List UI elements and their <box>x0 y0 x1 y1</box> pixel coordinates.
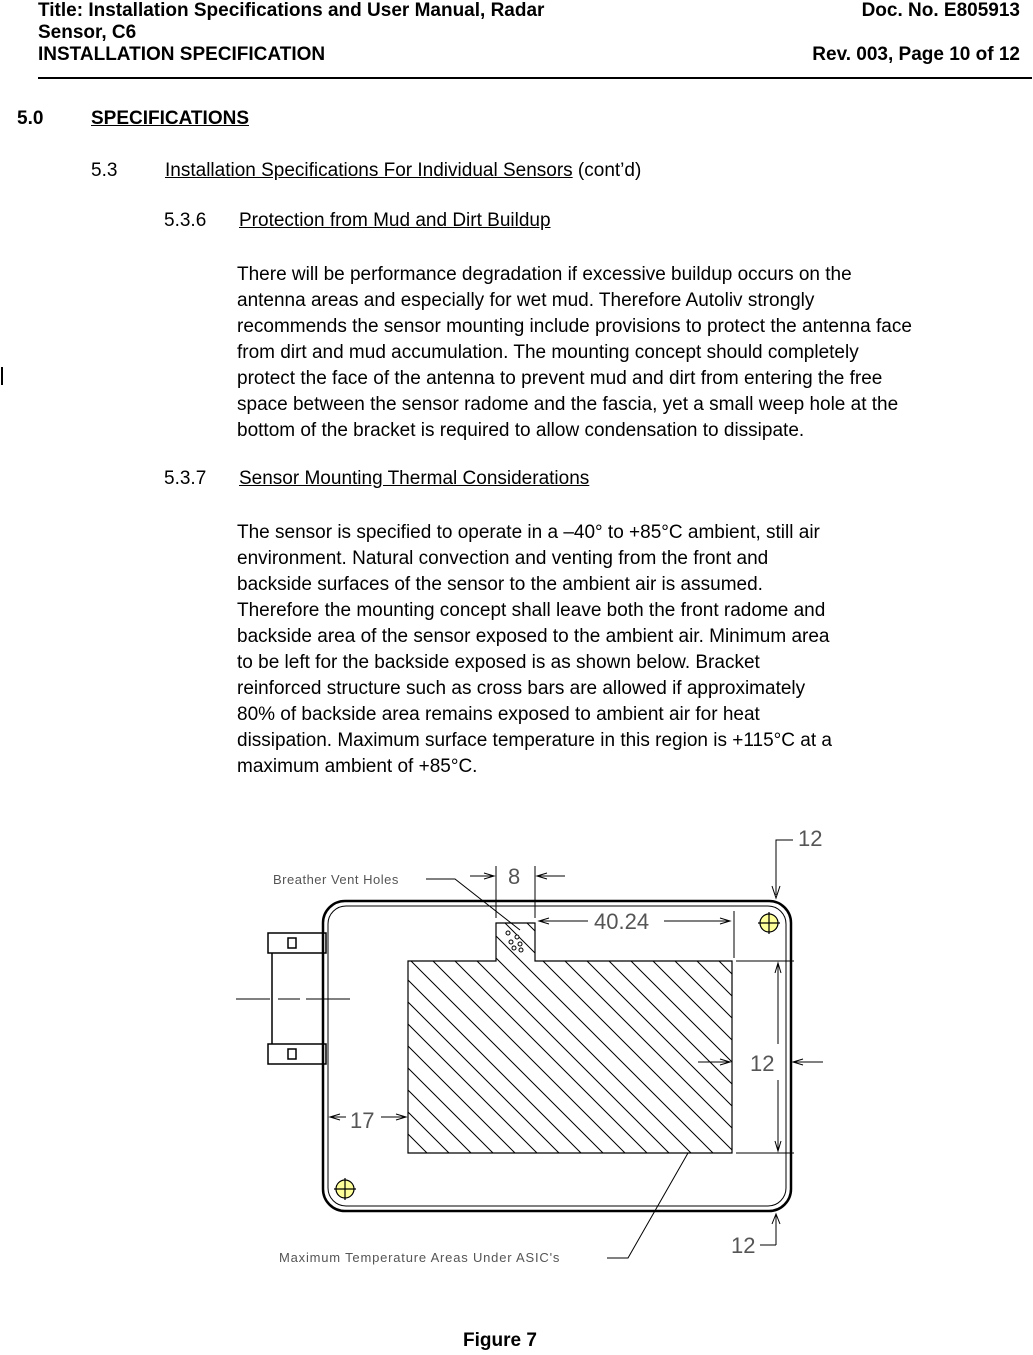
section-title: SPECIFICATIONS <box>91 108 249 129</box>
s537-line: backside area of the sensor exposed to the ambient air. Minimum area <box>237 626 830 647</box>
max-temperature-area <box>408 923 732 1153</box>
s536-line: recommends the sensor mounting include provisions to protect the antenna face <box>237 316 912 337</box>
s537-title: Sensor Mounting Thermal Considerations <box>239 468 590 489</box>
s537-line: to be left for the backside exposed is as shown below. Bracket <box>237 652 760 673</box>
s536-title: Protection from Mud and Dirt Buildup <box>239 210 551 231</box>
mounting-hole-top-right <box>758 912 780 934</box>
s537-line: maximum ambient of +85°C. <box>237 756 478 777</box>
s536-line: There will be performance degradation if excessive buildup occurs on the <box>237 264 852 285</box>
s536-line: antenna areas and especially for wet mud. Therefore Autoliv strongly <box>237 290 815 311</box>
s536-line: space between the sensor radome and the fascia, yet a small weep hole at the <box>237 394 899 415</box>
s536-line: bottom of the bracket is required to allow condensation to dissipate. <box>237 420 805 441</box>
connector <box>236 933 350 1064</box>
s537-line: Therefore the mounting concept shall leave both the front radome and <box>237 600 826 621</box>
subsection-title: Installation Specifications For Individual Sensors <box>165 160 573 181</box>
s536-line: from dirt and mud accumulation. The mounting concept should completely <box>237 342 859 363</box>
doc-number: Doc. No. E805913 <box>861 0 1020 21</box>
s537-line: The sensor is specified to operate in a –40° to +85°C ambient, still air <box>237 522 820 543</box>
s537-number: 5.3.7 <box>164 468 207 489</box>
breather-vent-label: Breather Vent Holes <box>273 872 399 887</box>
s536-line: protect the face of the antenna to prevent mud and dirt from entering the free <box>237 368 883 389</box>
s536-number: 5.3.6 <box>164 210 207 231</box>
s537-line: reinforced structure such as cross bars are allowed if approximately <box>237 678 806 699</box>
subsection-suffix: (cont’d) <box>572 160 642 181</box>
doc-title-line2: Sensor, C6 <box>38 22 137 43</box>
doc-title-line1: Title: Installation Specifications and User Manual, Radar <box>38 0 545 21</box>
figure-caption: Figure 7 <box>463 1330 537 1351</box>
s537-line: environment. Natural convection and venting from the front and <box>237 548 769 569</box>
mounting-hole-bottom-left <box>334 1178 356 1200</box>
s537-line: dissipation. Maximum surface temperature in this region is +115°C at a <box>237 730 832 751</box>
dim-top-label: 12 <box>798 826 823 851</box>
dim-vent-width-label: 8 <box>508 864 521 889</box>
s537-line: 80% of backside area remains exposed to ambient air for heat <box>237 704 760 725</box>
dim-bottom-label: 12 <box>731 1233 756 1258</box>
dim-width-label: 40.24 <box>594 909 650 934</box>
s537-line: backside surfaces of the sensor to the ambient air is assumed. <box>237 574 763 595</box>
doc-revision: Rev. 003, Page 10 of 12 <box>812 44 1020 65</box>
dim-left-label: 17 <box>350 1108 375 1133</box>
subsection-number: 5.3 <box>91 160 118 181</box>
dim-right-label: 12 <box>750 1051 775 1076</box>
section-number: 5.0 <box>17 108 44 129</box>
doc-section-label: INSTALLATION SPECIFICATION <box>38 44 326 65</box>
asic-area-label: Maximum Temperature Areas Under ASIC's <box>279 1250 561 1265</box>
